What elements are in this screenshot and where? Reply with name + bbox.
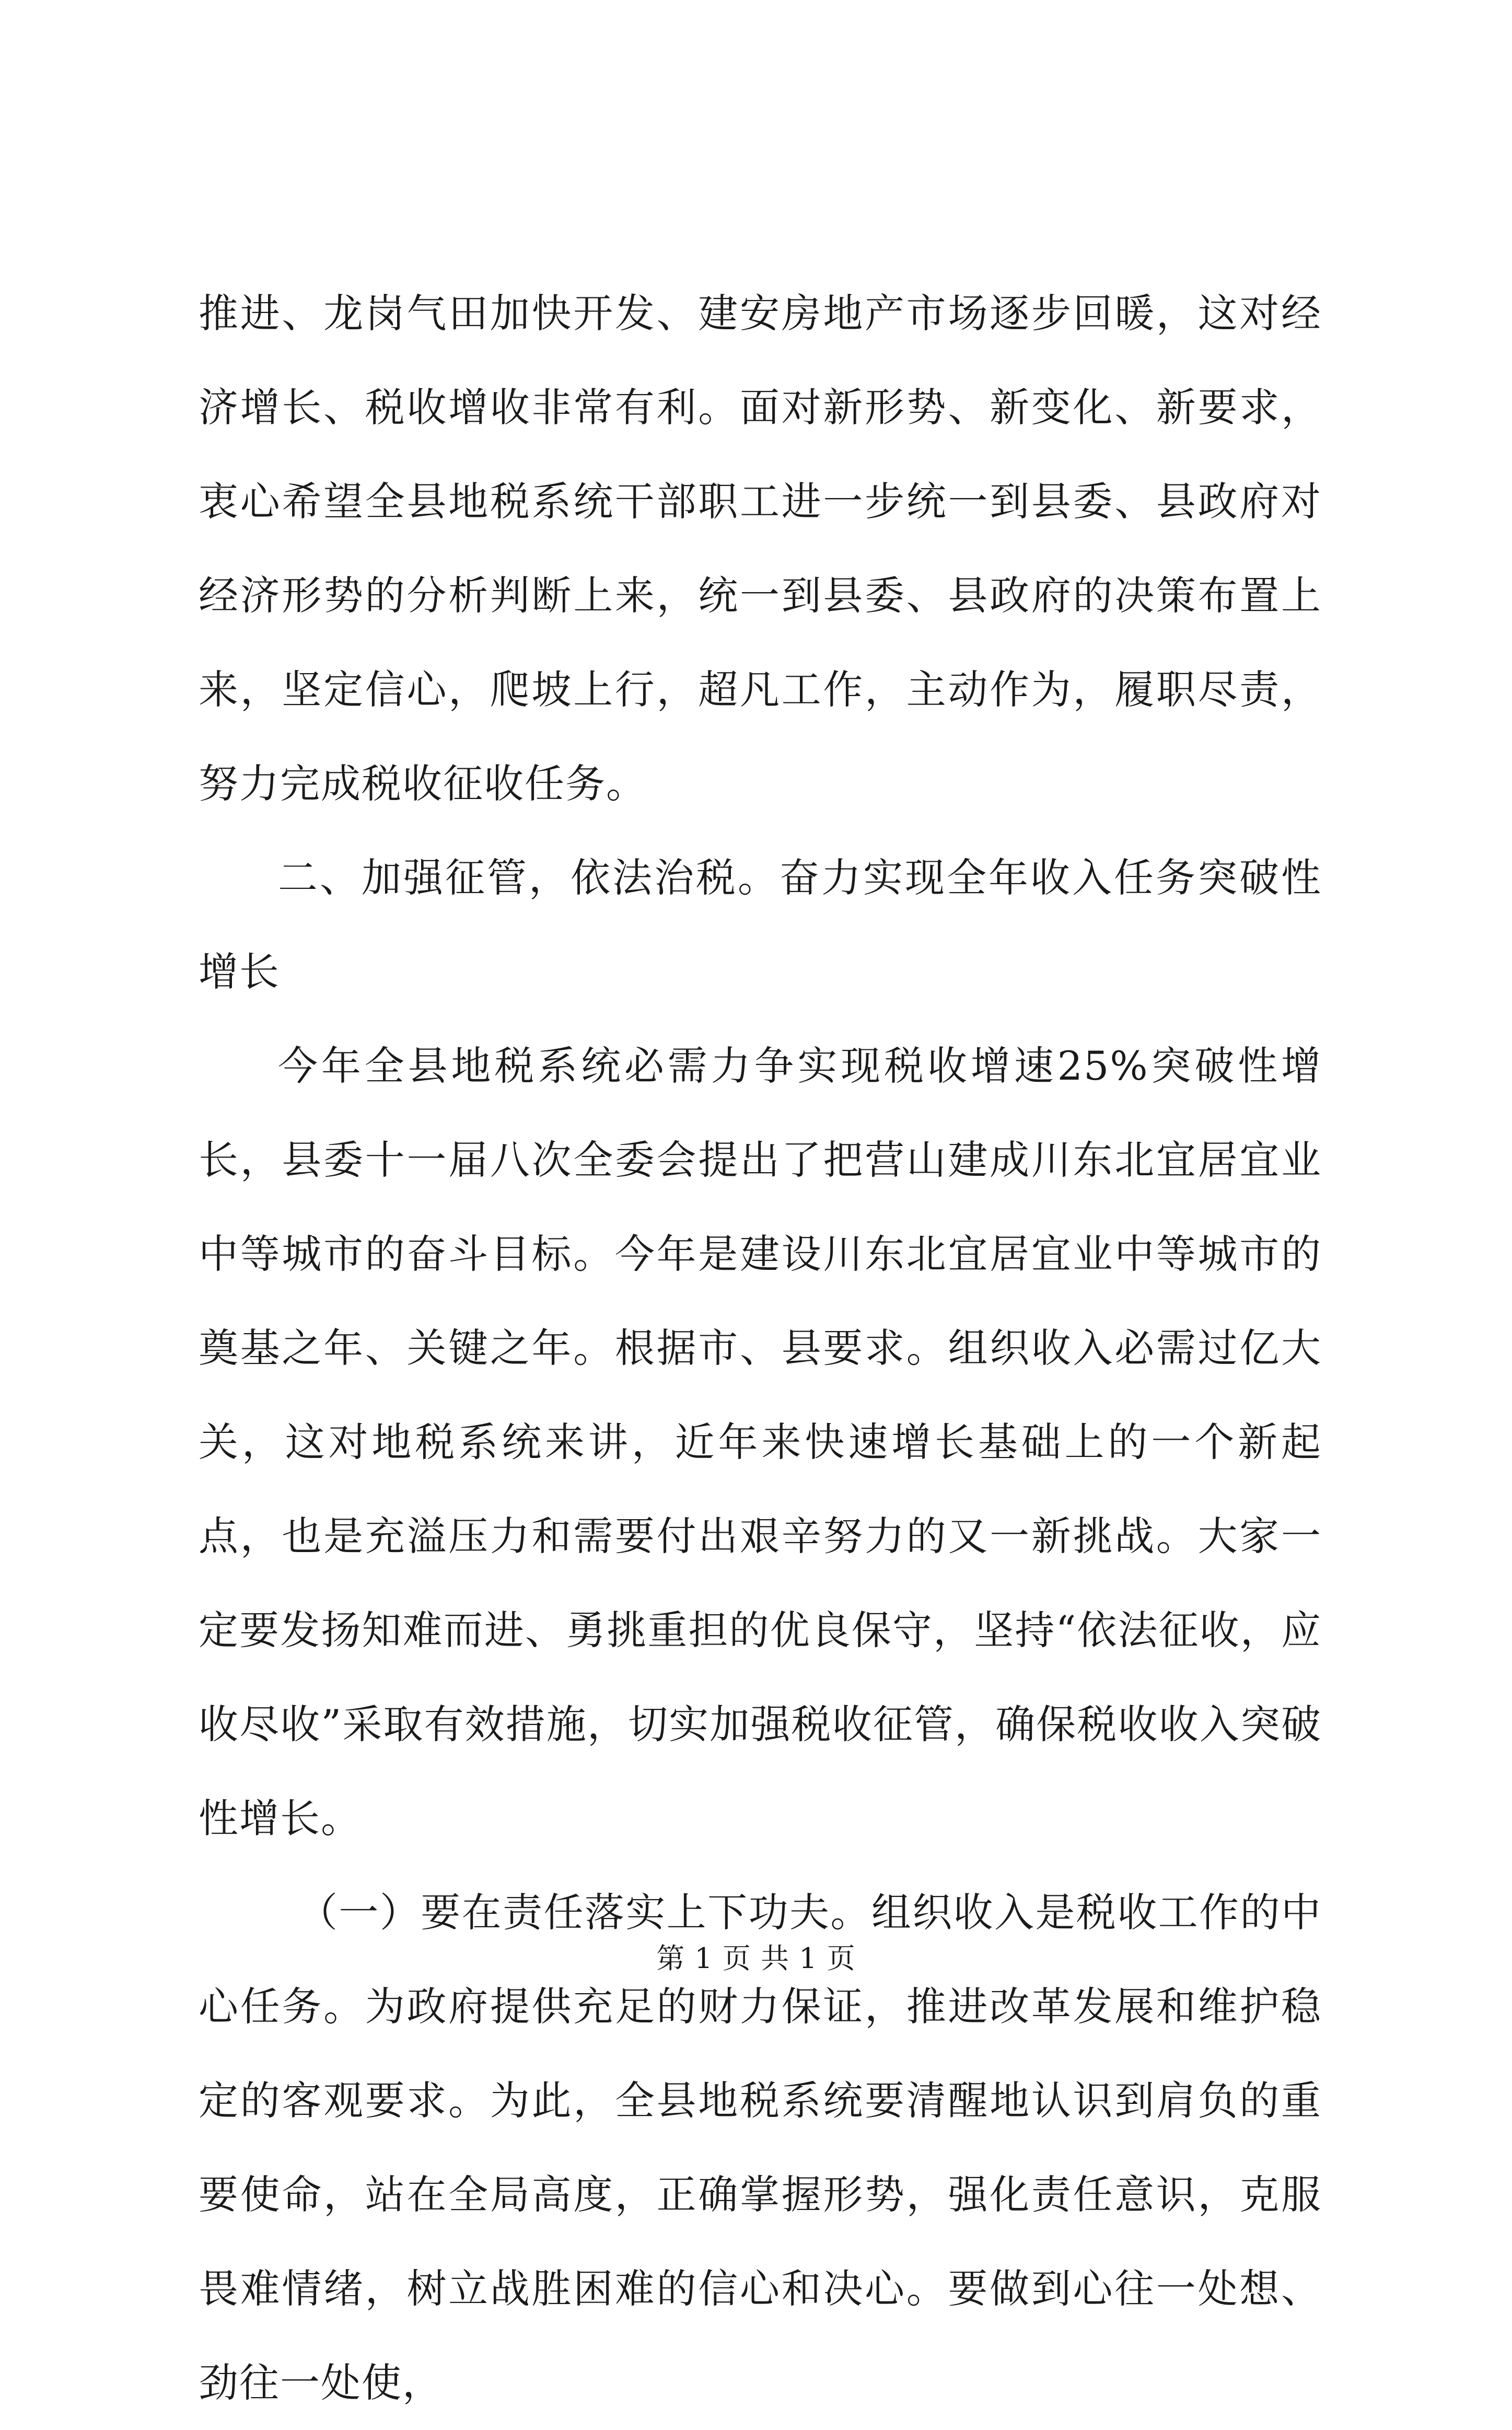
paragraph-body: 今年全县地税系统必需力争实现税收增速25%突破性增长，县委十一届八次全委会提出了把营山建成川东北宜居宜业中等城市的奋斗目标。今年是建设川东北宜居宜业中等城市的奠基之年、关键之年。根据市、县要求。组织收入必需过亿大关，这对地税系统来讲，近年来快速增长基础上的一个新起点，也是充溢压力和需要付出艰辛努力的又一新挑战。大家一定要发扬知难而进、勇挑重担的优良保守，坚持“依法征收，应收尽收”采取有效措施，切实加强税收征管，确保税收收入突破性增长。: [199, 1043, 1322, 1842]
paragraph-subsection: （一）要在责任落实上下功夫。组织收入是税收工作的中心任务。为政府提供充足的财力保证，推进改革发展和维护稳定的客观要求。为此，全县地税系统要清醒地认识到肩负的重要使命，站在全局高度，正确掌握形势，强化责任意识，克服畏难情绪，树立战胜困难的信心和决心。要做到心往一处想、劲往一处使，: [199, 1889, 1322, 2406]
page-footer: 第 1 页 共 1 页: [656, 1942, 856, 1975]
document-body: [199, 267, 1322, 2430]
section-heading: 二、加强征管，依法治税。奋力实现全年收入任务突破性增长: [199, 854, 1322, 995]
paragraph-continuation: 推进、龙岗气田加快开发、建安房地产市场逐步回暖，这对经济增长、税收增收非常有利。面对新形势、新变化、新要求，衷心希望全县地税系统干部职工进一步统一到县委、县政府对经济形势的分析判断上来，统一到县委、县政府的决策布置上来，坚定信心，爬坡上行，超凡工作，主动作为，履职尽责，努力完成税收征收任务。: [199, 290, 1322, 807]
